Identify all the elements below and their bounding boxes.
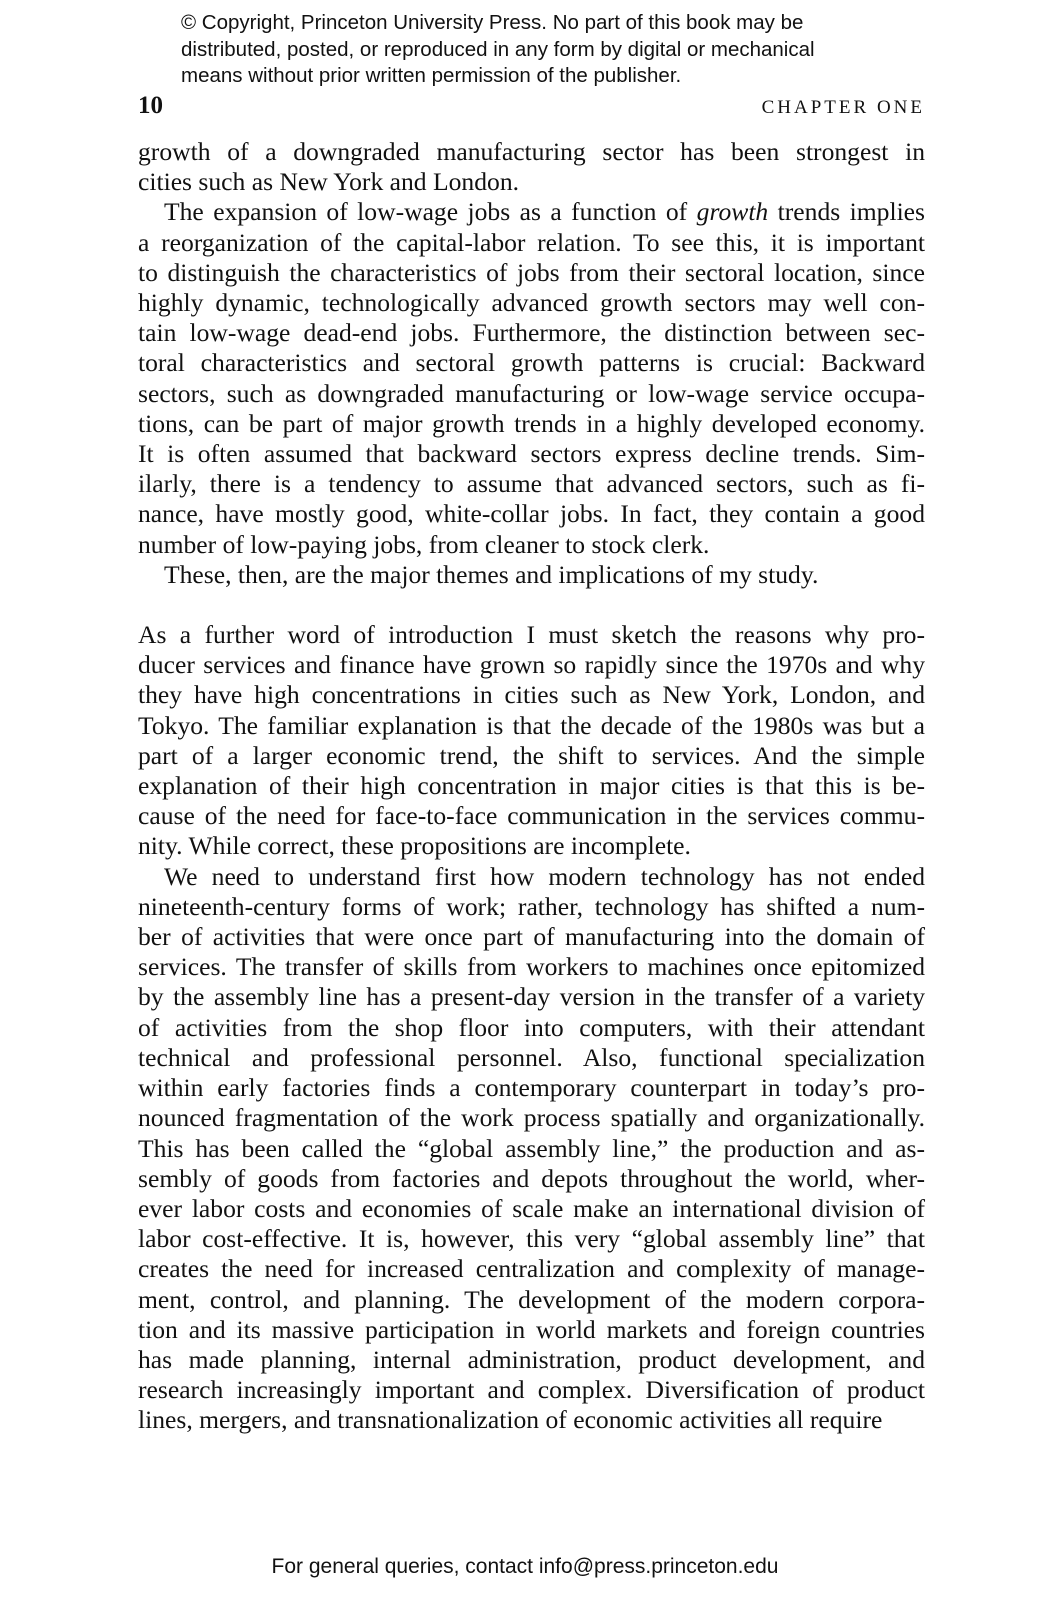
text-line: ment, control, and planning. The development of the modern corpora-	[138, 1284, 925, 1314]
text-line: These, then, are the major themes and implications of my study.	[164, 559, 819, 589]
text-line: of activities from the shop floor into computers, with their attendant	[138, 1012, 925, 1042]
text-line: nineteenth-century forms of work; rather, technology has shifted a num-	[138, 891, 925, 921]
text-line: nity. While correct, these propositions are incomplete.	[138, 831, 691, 861]
text-line: We need to understand first how modern technology has not ended	[164, 861, 925, 891]
copyright-notice	[181, 10, 941, 90]
text-line: highly dynamic, technologically advanced growth sectors may well con-	[138, 288, 925, 318]
text-line: services. The transfer of skills from workers to machines once epitomized	[138, 952, 925, 982]
copyright-notice-line: distributed, posted, or reproduced in any form by digital or mechanical	[181, 37, 815, 61]
copyright-notice-line: means without prior written permission of the publisher.	[181, 64, 682, 87]
text-line: by the assembly line has a present-day version in the transfer of a variety	[138, 982, 925, 1012]
text-line: cause of the need for face-to-face communication in the services commu-	[138, 801, 925, 831]
text-line: This has been called the “global assembly line,” the production and as-	[138, 1133, 925, 1163]
paragraph	[138, 137, 925, 197]
text-line: they have high concentrations in cities such as New York, London, and	[138, 680, 925, 710]
text-line: has made planning, internal administration, product development, and	[138, 1344, 925, 1374]
paragraph	[138, 197, 925, 559]
text-line: The expansion of low-wage jobs as a function of growth trends implies	[164, 197, 926, 227]
text-line: tions, can be part of major growth trends in a highly developed economy.	[138, 408, 925, 438]
text-line: ducer services and finance have grown so rapidly since the 1970s and why	[138, 650, 925, 680]
text-line: ber of activities that were once part of manufacturing into the domain of	[138, 922, 925, 952]
text-line: Tokyo. The familiar explanation is that the decade of the 1980s was but a	[138, 710, 925, 740]
text-line: creates the need for increased centralization and complexity of manage-	[138, 1254, 925, 1284]
text-line: within early factories finds a contemporary counterpart in today’s pro-	[138, 1073, 925, 1103]
copyright-notice-line: © Copyright, Princeton University Press. No part of this book may be	[181, 11, 804, 34]
paragraph	[138, 560, 925, 590]
chapter-label: CHAPTER ONE	[761, 97, 925, 118]
text-line: tion and its massive participation in world markets and foreign countries	[138, 1314, 925, 1344]
text-line: part of a larger economic trend, the shift to services. And the simple	[138, 740, 925, 770]
body-text	[138, 137, 925, 1436]
text-line: explanation of their high concentration in major cities is that this is be-	[138, 771, 925, 801]
text-line: research increasingly important and complex. Diversification of product	[138, 1375, 925, 1405]
section-break	[138, 590, 925, 620]
paragraph	[138, 620, 925, 862]
text-line: number of low-paying jobs, from cleaner to stock clerk.	[138, 529, 710, 559]
text-line: nounced fragmentation of the work process spatially and organizationally.	[138, 1103, 925, 1133]
text-line: labor cost-effective. It is, however, this very “global assembly line” that	[138, 1224, 925, 1254]
text-line: toral characteristics and sectoral growth patterns is crucial: Backward	[138, 348, 925, 378]
text-line: nance, have mostly good, white-collar jobs. In fact, they contain a good	[138, 499, 925, 529]
text-line: tain low-wage dead-end jobs. Furthermore, the distinction between sec-	[138, 318, 925, 348]
text-line: ilarly, there is a tendency to assume that advanced sectors, such as fi-	[138, 469, 925, 499]
text-line: ever labor costs and economies of scale make an international division of	[138, 1193, 925, 1223]
text-line: cities such as New York and London.	[138, 167, 520, 197]
text-line: a reorganization of the capital-labor relation. To see this, it is important	[138, 227, 925, 257]
text-line: As a further word of introduction I must sketch the reasons why pro-	[138, 620, 925, 650]
page-number: 10	[138, 92, 163, 119]
text-line: to distinguish the characteristics of jobs from their sectoral location, since	[138, 257, 925, 287]
paragraph	[138, 862, 925, 1436]
text-line: It is often assumed that backward sectors express decline trends. Sim-	[138, 439, 925, 469]
text-line: technical and professional personnel. Also, functional specialization	[138, 1042, 925, 1072]
text-line: growth of a downgraded manufacturing sector has been strongest in	[138, 137, 925, 166]
text-line: lines, mergers, and transnationalization of economic activities all require	[138, 1405, 883, 1435]
text-line: sembly of goods from factories and depots throughout the world, wher-	[138, 1163, 925, 1193]
contact-footer: For general queries, contact info@press.princeton.edu	[271, 1555, 779, 1578]
text-line: sectors, such as downgraded manufacturing or low-wage service occupa-	[138, 378, 925, 408]
